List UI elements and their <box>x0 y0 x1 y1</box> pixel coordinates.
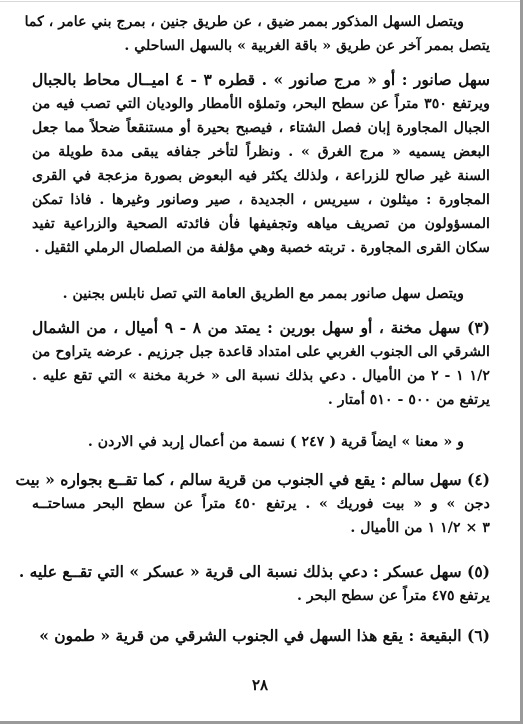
section-heading-line: (٣) سهل مخنة ، أو سهل بورين : يمتد من ٨ - ٩ أميال ، من الشمال <box>32 318 490 337</box>
text-line: يرتفع من ٥٠٠ - ٥١٠ أمتار . <box>327 392 490 408</box>
text-line: يتصل بممر آخر عن طريق « باقة الغربية » بالسهل الساحلي . <box>124 38 490 54</box>
text-line: السنة غير صالح للزراعة ، ولذلك يكثر فيه البعوض بصورة مزعجة في القرى <box>32 168 490 184</box>
text-line: ويتصل سهل صانور بممر مع الطريق العامة التي تصل نابلس بجنين . <box>62 286 464 302</box>
page-number: ٢٨ <box>251 676 269 694</box>
text-line: الجبال المجاورة إبان فصل الشتاء ، فيصبح بحيرة أو مستنقعاً ضحلاً مما جعل <box>32 120 490 136</box>
text-line: البعض يسميه « مرج الغرق » . ونظراً لتأخر جفافه يبقى مدة طويلة من <box>32 144 490 160</box>
section-heading-line: (٤) سهل سالم : يقع في الجنوب من قرية سالم ، كما تقــع بجواره « بيت <box>15 470 490 489</box>
section-heading-line: سهل صانور : أو « مرج صانور » . قطره ٣ - ٤ اميــال محاط بالجبال <box>32 70 490 89</box>
text-line: المجاورة : ميثلون ، سيريس ، الجديدة ، صير وصانور وغيرها . فاذا تمكن <box>32 192 490 208</box>
text-line: يرتفع ٤٧٥ متراً عن سطح البحر . <box>296 588 490 604</box>
text-line: ١/٢ ١ - ٢ من الأميال . دعي بذلك نسبة الى « خربة مخنة » التي تقع عليه . <box>32 368 490 384</box>
page-body <box>15 0 490 721</box>
footnote-line: و « معنا » ايضاً قرية ( ٢٤٧ ) نسمة من أعمال إربد في الاردن . <box>87 434 464 450</box>
section-heading-line: (٦) البقيعة : يقع هذا السهل في الجنوب الشرقي من قرية « طمون » <box>39 626 490 645</box>
section-heading-line: (٥) سهل عسكر : دعي بذلك نسبة الى قرية « عسكر » التي تقــع عليه . <box>18 562 490 581</box>
text-line: المسؤولون من تصريف مياهه وتجفيفها فأن فائدته الصحية والزراعية تفيد <box>32 216 490 232</box>
text-line: ٣ × ١/٢ ١ من الأميال . <box>350 520 490 536</box>
text-line: ويتصل السهل المذكور بممر ضيق ، عن طريق جنين ، بمرج بني عامر ، كما <box>24 14 464 30</box>
text-line: الشرقي الى الجنوب الغربي على امتداد قاعدة جبل جرزيم . عرضه يتراوح من <box>32 344 490 360</box>
text-line: دجن » و « بيت فوريك » . يرتفع ٤٥٠ متراً عن سطح البحر مساحتــه <box>32 496 490 512</box>
text-line: سكان القرى المجاورة . تربته خصبة وهي مؤلفة من الصلصال الرملي الثقيل . <box>34 240 490 256</box>
text-line: ويرتفع ٣٥٠ متراً عن سطح البحر، وتملؤه الأمطار والوديان التي تصب فيه من <box>32 96 490 112</box>
